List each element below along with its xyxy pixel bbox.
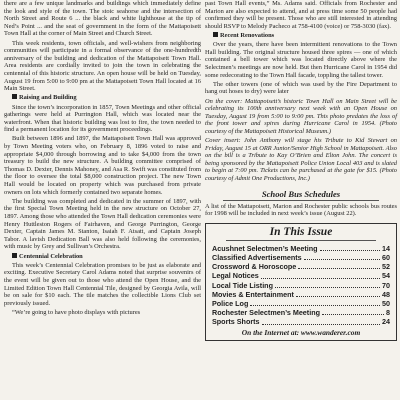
toc-dot-leader (261, 271, 380, 278)
toc-item[interactable] (212, 271, 390, 280)
toc-item[interactable] (212, 244, 390, 253)
toc-label: Acushnet Selectmen’s Meeting (212, 243, 318, 253)
article-paragraph: “We’re going to have photo displays with pictures (12, 308, 141, 316)
article-paragraph: This week’s Centennial Celebration promises to be just as elaborate and exciting. Executive Secretary Carol Adams noted that surprise souvenirs of the event will be given out to those who attend the Open House, and the Limited Edition Town Hall Centennial Tile, designed by Georgia Avila, will be on sale for $10 each. The tile matches the collectible Lions Club set previously issued. (4, 261, 201, 307)
article-intro: there are a few unique landmarks and buildings which immediately define the look and style of the town. The stoic seahorse and the intersection of North Street and Route 6 ... the black and white lighthouse at the tip of Ned’s Point ... and the seat of government in the form of the Mattapoisett Town Hall at the corner of Main Street and Church Street. (4, 0, 201, 38)
toc-label: Crossword & Horoscope (212, 262, 297, 272)
toc-page-number: 8 (386, 308, 390, 318)
section-heading-raising: Raising and Building (4, 94, 201, 102)
article-continuation: past Town Hall events,” Ms. Adams said. Officials from Rochester and Marion are also expected to attend, and at press time some 50 people had confirmed they will be present. Those who are still interested in attending should RSVP to Melody Pacheco at 758-4100 (voice) or 758-3030 (fax). (205, 0, 397, 30)
left-column (4, 0, 201, 318)
toc-dot-leader (262, 317, 380, 324)
toc-item[interactable] (212, 253, 390, 262)
bullet-square-icon (213, 32, 218, 37)
toc-item[interactable] (212, 308, 390, 317)
toc-label: Police Log (212, 299, 249, 309)
toc-dot-leader (320, 244, 380, 251)
toc-page-number: 60 (382, 253, 390, 263)
toc-page-number: 54 (382, 271, 390, 281)
toc-dot-leader (298, 262, 380, 269)
toc-dot-leader (322, 308, 384, 315)
toc-page-number: 24 (382, 317, 390, 327)
in-this-issue-title: In This Issue (226, 226, 376, 241)
toc-label: Legal Notices (212, 271, 259, 281)
right-column (205, 0, 397, 341)
toc-page-number: 52 (382, 262, 390, 272)
article-paragraph: Over the years, there have been intermittent renovations to the Town Hall building. The original structure housed three spires — one of which contained a bell tower which was located directly above where the Selectmen’s meetings are now held. But then Hurricane Carol in 1954 did some redecorating to the Town Hall facade, toppling the tallest tower. (205, 41, 397, 79)
toc-item[interactable] (212, 281, 390, 290)
article-paragraph: Built between 1896 and 1897, the Mattapoisett Town Hall was approved by Town Meeting voters who, on February 8, 1896 voted to raise and appropriate $4,000 through borrowing and to take $4,000 from the town treasury to build the new structure. A building committee comprised of Thomas D. Dexter, Dennis Mahoney, and Asa R. Swift was constituted from the floor to oversee the total $8,000 construction project. The new Town Hall would be located on property which was purchased from private owners on lots which formerly contained two separate homes. (4, 135, 201, 196)
toc-item[interactable] (212, 317, 390, 326)
section-heading-renovations: Recent Renovations (205, 32, 397, 40)
section-heading-centennial: Centennial Celebration (4, 253, 201, 261)
toc-dot-leader (250, 299, 380, 306)
cover-caption: On the cover: Mattapoisett’s historic Town Hall on Main Street will be celebrating its 100th anniversary next week with an Open House on Tuesday, August 19 from 5:00 to 9:00 pm. This photo predates the loss of the front tower and spires during Hurricane Carol in 1954. (Photo courtesy of the Mattapoisett Historical Museum.) (205, 97, 397, 135)
toc-label: Sports Shorts (212, 317, 260, 327)
bullet-square-icon (12, 94, 17, 99)
toc-item[interactable] (212, 290, 390, 299)
article-paragraph: The building was completed and dedicated in the summer of 1897, with the first Special Town Meeting held in the new structure on October 27, 1897. Among those who attended the Town Hall dedication ceremonies were Henry Huttleston Rogers of Fairhaven, and George Purrington, George Dexter, Captain James M. Stanton, Isaiah F. Atsatt, and Captain Joseph Tabor. A lavish Dedication Ball was also held following the ceremonies, with music by Grey and Sullivan’s Orchestra. (4, 197, 201, 251)
article-paragraph: Since the town’s incorporation in 1857, Town Meetings and other official gatherings were held at Purrington Hall, which was located near the waterfront. When that historic building was lost to fire, the town needed to find a permanent location for its government proceedings. (4, 103, 201, 134)
toc-page-number: 70 (382, 280, 390, 290)
toc-page-number: 48 (382, 289, 390, 299)
bullet-square-icon (12, 253, 17, 258)
toc-label: Classified Advertisements (212, 253, 302, 263)
toc-list (212, 244, 390, 327)
cover-insert-caption: Cover insert: John Anthony will stage his Tribute to Kid Stewart on Friday, August 15 at ORR Junior/Senior High School in Mattapoisett. Also on the bill is a Tribute to Kay O’Brien and Elton John. The concert is being sponsored by the Mattapoisett Police Union Local 403 and is slated to begin at 7:00 pm. Tickets can be purchased at the gate for $15. (Photo courtesy of Admit One Productions, Inc.) (205, 137, 397, 183)
bus-schedule-text: A list of the Mattapoisett, Marion and Rochester public schools bus routes for 1998 will be included in next week’s issue (August 22). (205, 202, 397, 218)
bus-schedule-title: School Bus Schedules (223, 189, 379, 201)
toc-label: Movies & Entertainment (212, 289, 294, 299)
toc-dot-leader (275, 281, 380, 288)
toc-item[interactable] (212, 262, 390, 271)
toc-page-number: 14 (382, 243, 390, 253)
website-line[interactable]: On the Internet at: www.wanderer.com (241, 327, 361, 337)
article-paragraph: This week residents, town officials, and well-wishers from neighboring communities will participate in a formal observance of the one-hundredth anniversary of the building and dedication of the Mattapoisett Town Hall. Area residents are cordially invited to join the town in celebrating the centennial of this historic structure. An open house will be held on Tuesday, August 19 from 5:00 to 9:00 pm at the Mattapoisett Town Hall located at 16 Main Street. (4, 39, 201, 93)
article-paragraph: The other towers (one of which was used by the Fire Department to hang out hoses to dry) were later (205, 80, 397, 96)
toc-dot-leader (296, 290, 380, 297)
toc-item[interactable] (212, 299, 390, 308)
toc-label: Local Tide Listing (212, 280, 273, 290)
in-this-issue-box (205, 223, 397, 341)
toc-label: Rochester Selectmen’s Meeting (212, 308, 320, 318)
toc-page-number: 50 (382, 299, 390, 309)
toc-dot-leader (304, 253, 380, 260)
